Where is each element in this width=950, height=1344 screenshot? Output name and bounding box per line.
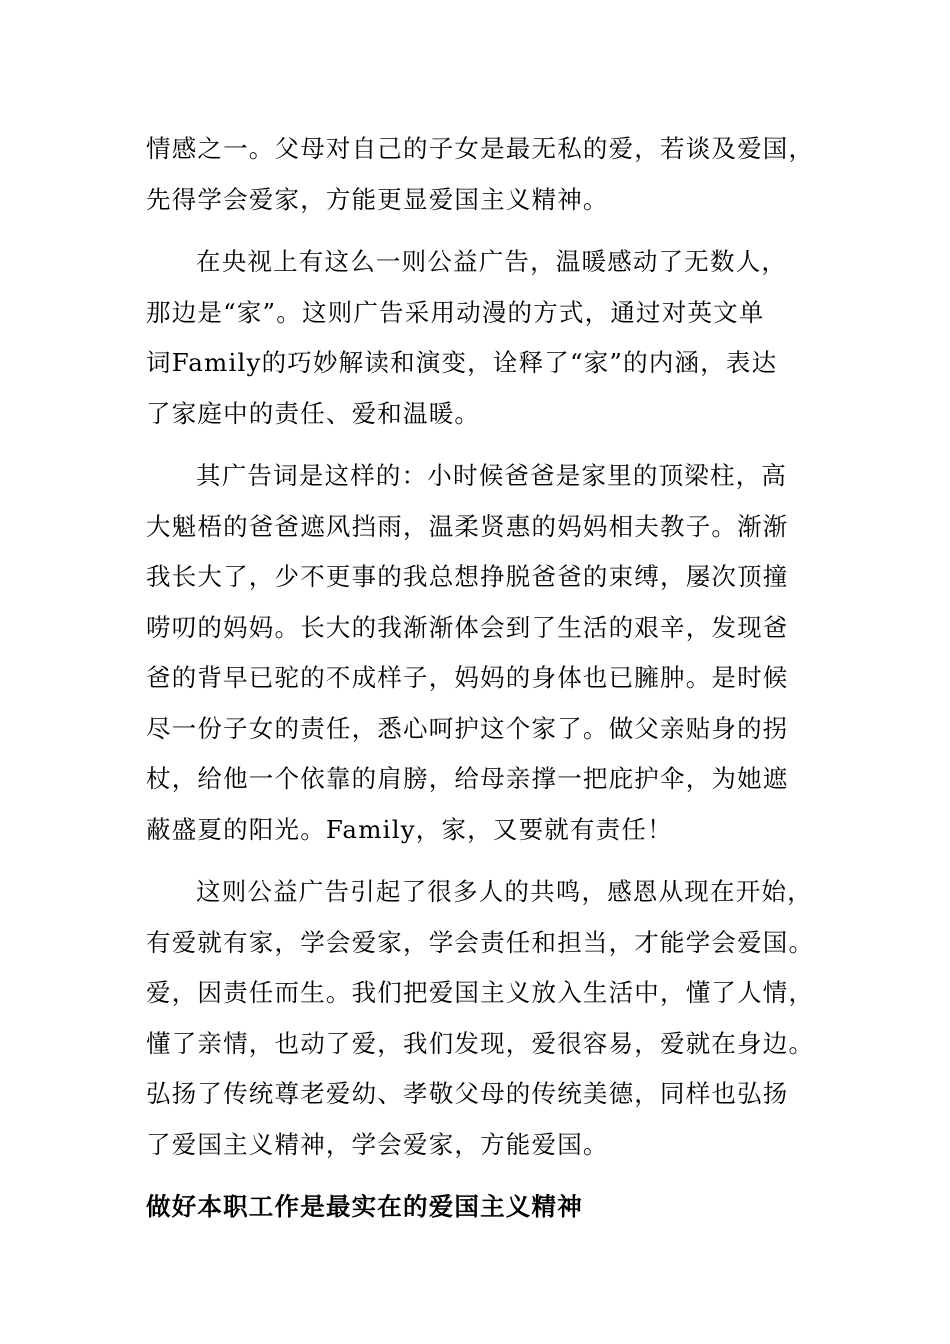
text-line: 先得学会爱家，方能更显爱国主义精神。 (146, 184, 609, 214)
text-line: 唠叨的妈妈。长大的我渐渐体会到了生活的艰辛，发现爸 (146, 612, 789, 642)
text-line: 蔽盛夏的阳光。Family，家，又要就有责任！ (146, 814, 673, 844)
text-line: 尽一份子女的责任，悉心呵护这个家了。做父亲贴身的拐 (146, 713, 789, 743)
text-line: 我长大了，少不更事的我总想挣脱爸爸的束缚，屡次顶撞 (146, 562, 789, 591)
text-line: 了爱国主义精神，学会爱家，方能爱国。 (146, 1129, 609, 1159)
paragraph-4 (146, 867, 815, 1170)
text-line: 懂了亲情，也动了爱，我们发现，爱很容易，爱就在身边。 (146, 1028, 815, 1058)
text-line: 弘扬了传统尊老爱幼、孝敬父母的传统美德，同样也弘扬 (146, 1079, 789, 1108)
text-line: 那边是“家”。这则广告采用动漫的方式，通过对英文单 (146, 297, 765, 327)
text-line: 爱，因责任而生。我们把爱国主义放入生活中，懂了人情， (146, 978, 815, 1007)
paragraph-1 (146, 124, 815, 225)
text-line: 有爱就有家，学会爱家，学会责任和担当，才能学会爱国。 (146, 927, 815, 957)
text-line: 这则公益广告引起了很多人的共鸣，感恩从现在开始， (196, 877, 813, 906)
paragraph-3 (146, 451, 800, 855)
text-line: 了家庭中的责任、爱和温暖。 (146, 398, 481, 428)
text-line: 爸的背早已驼的不成样子，妈妈的身体也已臃肿。是时候 (146, 663, 789, 692)
text-line: 大魁梧的爸爸遮风挡雨，温柔贤惠的妈妈相夫教子。渐渐 (146, 511, 789, 541)
text-line: 在央视上有这么一则公益广告，温暖感动了无数人， (196, 247, 788, 276)
text-line: 杖，给他一个依靠的肩膀，给母亲撑一把庇护伞，为她遮 (146, 764, 789, 793)
text-line: 情感之一。父母对自己的子女是最无私的爱，若谈及爱国， (146, 134, 815, 163)
text-line: 其广告词是这样的：小时候爸爸是家里的顶梁柱，高 (196, 461, 788, 490)
document-body (146, 124, 815, 1233)
text-line: 词Family的巧妙解读和演变，诠释了“家”的内涵，表达 (146, 348, 778, 377)
section-heading: 做好本职工作是最实在的爱国主义精神 (146, 1192, 583, 1221)
paragraph-2 (146, 237, 800, 439)
